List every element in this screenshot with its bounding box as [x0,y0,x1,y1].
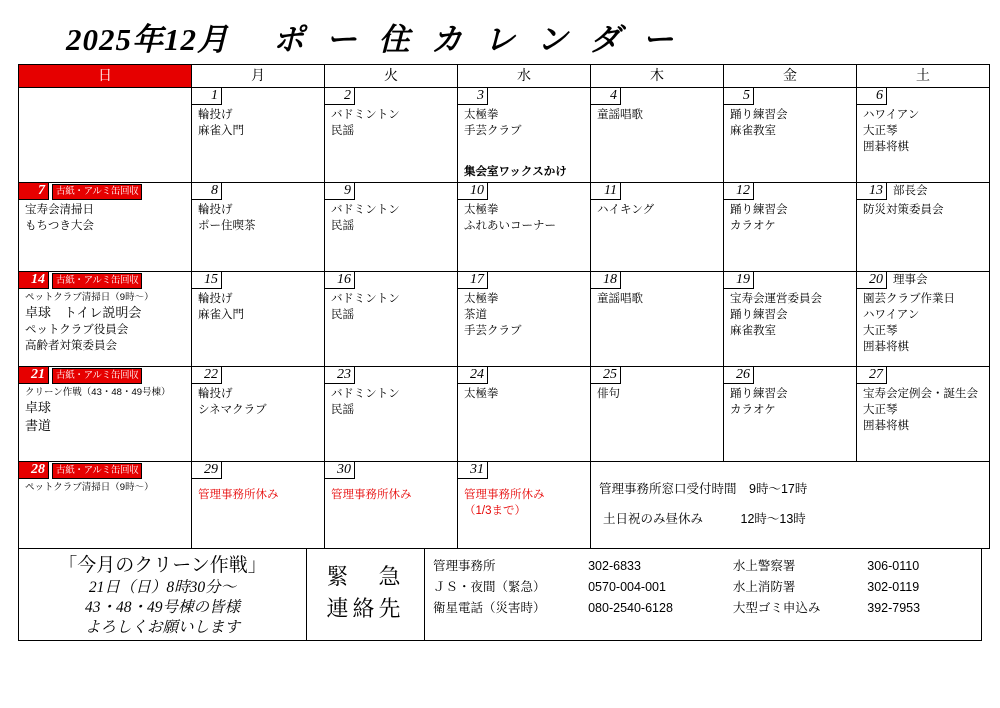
weekday-header-tue: 火 [325,65,458,88]
event-item: 宝寿会清掃日 [25,204,94,216]
day-events [857,289,989,355]
event-item: （1/3まで） [464,505,526,517]
event-item: 管理事務所休み [464,489,545,501]
day-header [192,183,324,200]
day-events [325,479,457,503]
day-number: 3 [458,88,488,105]
day-header [19,183,191,200]
contact-row [433,556,981,577]
day-header [325,367,457,384]
event-item: 手芸クラブ [464,325,522,337]
day-number: 29 [192,462,222,479]
day-number: 7 [19,183,49,200]
day-events [591,200,723,218]
office-hours-line2: 土日祝のみ昼休み 12時～13時 [603,512,806,526]
day-header [591,272,723,289]
day-number: 5 [724,88,754,105]
event-item: 民謡 [331,309,354,321]
day-header-note: 部長会 [893,185,928,197]
contact-name: ＪＳ・夜間（緊急） [433,580,546,594]
contact-number: 302-6833 [588,559,641,573]
contacts-table [433,556,981,619]
emergency-label-line2: 連絡先 [326,596,405,621]
day-number: 31 [458,462,488,479]
event-item: 茶道 [464,309,487,321]
event-item: シネマクラブ [198,404,267,416]
event-item: 大正琴 [863,404,898,416]
calendar-day-11 [591,183,724,272]
event-item: 太極拳 [464,388,499,400]
calendar-day-28 [19,462,192,549]
day-number: 30 [325,462,355,479]
contact-name: 衛星電話（災害時） [433,601,546,615]
calendar-week-row [19,88,990,183]
day-events [857,200,989,218]
event-item: 輪投げ [198,388,233,400]
calendar-day-21 [19,367,192,462]
day-header [724,88,856,105]
event-item: 宝寿会定例会・誕生会 [863,388,978,400]
event-item: 卓球 [25,400,52,415]
day-header [724,183,856,200]
day-events [591,289,723,307]
day-number: 8 [192,183,222,200]
calendar-day-19 [724,272,857,367]
contact-number: 0570-004-001 [588,580,666,594]
contact-row [433,577,981,598]
calendar-week-row [19,272,990,367]
calendar-day-4 [591,88,724,183]
calendar-day-18 [591,272,724,367]
day-number: 15 [192,272,222,289]
calendar-day-26 [724,367,857,462]
contact-number-secondary: 302-0119 [867,580,920,594]
event-item: 園芸クラブ作業日 [863,293,955,305]
event-item: 民謡 [331,404,354,416]
event-item: 麻雀教室 [730,125,776,137]
calendar-day-3 [458,88,591,183]
day-events [325,200,457,234]
weekday-header-thu: 木 [591,65,724,88]
event-item: 高齢者対策委員会 [25,340,117,352]
bottom-section [18,549,982,641]
weekday-header-fri: 金 [724,65,857,88]
weekday-header-sun: 日 [19,65,192,88]
day-header [857,367,989,384]
event-item: 書道 [25,418,52,433]
calendar-week-row [19,462,990,549]
weekday-header-mon: 月 [192,65,325,88]
event-item: 俳句 [597,388,620,400]
day-events [724,200,856,234]
weekday-header-sat: 土 [857,65,990,88]
event-item: 輪投げ [198,204,233,216]
calendar-day-13 [857,183,990,272]
office-hours-cell [591,462,990,549]
calendar-day-8 [192,183,325,272]
calendar-day-5 [724,88,857,183]
event-item: 管理事務所休み [198,489,279,501]
contacts-panel [425,549,981,640]
day-events [458,105,590,139]
day-number: 17 [458,272,488,289]
event-item: 踊り練習会 [730,204,788,216]
event-item: ハワイアン [863,109,920,121]
calendar-day-31 [458,462,591,549]
event-item: 童謡唱歌 [597,109,643,121]
day-number: 25 [591,367,621,384]
calendar-day-10 [458,183,591,272]
clean-campaign-panel [19,549,307,640]
day-events [19,289,191,354]
day-number: 20 [857,272,887,289]
day-events [192,384,324,418]
day-header [325,183,457,200]
event-item: カラオケ [730,404,776,416]
day-number: 4 [591,88,621,105]
day-header [19,367,191,384]
day-header [192,462,324,479]
day-events [857,384,989,434]
day-number: 14 [19,272,49,289]
day-events [325,384,457,418]
day-number: 19 [724,272,754,289]
calendar-day-24 [458,367,591,462]
calendar-day-14 [19,272,192,367]
calendar-day-23 [325,367,458,462]
day-number: 28 [19,462,49,479]
clean-campaign-line1: 21日（日）8時30分～ [88,579,237,596]
day-number: 21 [19,367,49,384]
contact-row [433,598,981,619]
day-header [857,183,989,200]
calendar-day-1 [192,88,325,183]
contact-number-secondary: 392-7953 [867,601,921,615]
day-header [192,272,324,289]
event-item: 民謡 [331,220,354,232]
calendar-day-20 [857,272,990,367]
emergency-contact-label [307,549,425,640]
day-header [591,88,723,105]
day-header [192,88,324,105]
day-number: 2 [325,88,355,105]
event-item: 囲碁将棋 [863,420,909,432]
day-number: 10 [458,183,488,200]
day-number: 16 [325,272,355,289]
event-item: 太極拳 [464,109,499,121]
calendar-day-9 [325,183,458,272]
office-hours-note [591,462,989,534]
day-number: 9 [325,183,355,200]
event-item: ふれあいコーナー [464,220,556,232]
event-item: 大正琴 [863,125,898,137]
event-item: バドミントン [331,204,400,216]
recycle-collection-badge: 古紙・アルミ缶回収 [52,184,142,200]
day-number: 6 [857,88,887,105]
day-header [591,183,723,200]
event-item: 麻雀教室 [730,325,776,337]
event-item: 囲碁将棋 [863,141,909,153]
event-item: ペットクラブ役員会 [25,324,129,336]
day-events [192,105,324,139]
day-header [458,183,590,200]
event-item: もちつき大会 [25,220,94,232]
day-number: 22 [192,367,222,384]
event-item: バドミントン [331,388,400,400]
calendar-day-25 [591,367,724,462]
calendar-day-empty [19,88,192,183]
day-header [458,367,590,384]
day-header [724,367,856,384]
calendar-day-6 [857,88,990,183]
day-events [325,105,457,139]
day-events [458,384,590,402]
event-item: ハワイアン [863,309,920,321]
event-item: バドミントン [331,109,400,121]
day-header [724,272,856,289]
page-title [18,14,982,60]
event-item: 麻雀入門 [198,125,244,137]
day-events [325,289,457,323]
event-item: 輪投げ [198,293,233,305]
contact-name: 管理事務所 [433,559,496,573]
recycle-collection-badge: 古紙・アルミ缶回収 [52,368,142,384]
day-header [458,272,590,289]
day-number: 12 [724,183,754,200]
event-item: 輪投げ [198,109,233,121]
day-events [458,479,590,519]
day-header [325,462,457,479]
day-events [192,289,324,323]
day-events [19,479,191,494]
event-item: ポー住喫茶 [198,220,256,232]
event-item: 童謡唱歌 [597,293,643,305]
calendar-week-row [19,367,990,462]
event-item: ペットクラブ清掃日（9時～） [25,482,154,493]
event-item: クリーン作戦（43・48・49号棟） [25,387,171,398]
event-item: 踊り練習会 [730,309,788,321]
calendar-day-30 [325,462,458,549]
day-header [19,462,191,479]
contact-name-secondary: 水上警察署 [732,559,796,573]
event-item: 踊り練習会 [730,109,788,121]
day-number: 27 [857,367,887,384]
day-events [724,384,856,418]
clean-campaign-line2: 43・48・49号棟の皆様 [84,599,240,616]
day-header [857,272,989,289]
calendar-day-16 [325,272,458,367]
event-item: 手芸クラブ [464,125,522,137]
calendar-week-row [19,183,990,272]
day-header [192,367,324,384]
day-number: 11 [591,183,621,200]
recycle-collection-badge: 古紙・アルミ缶回収 [52,273,142,289]
day-events [19,200,191,234]
day-events [458,200,590,234]
day-header [857,88,989,105]
event-item: 宝寿会運営委員会 [730,293,822,305]
day-events [724,105,856,139]
weekday-header-wed: 水 [458,65,591,88]
event-item: 囲碁将棋 [863,341,909,353]
calendar-day-2 [325,88,458,183]
day-number: 1 [192,88,222,105]
event-item: バドミントン [331,293,400,305]
clean-campaign-title: 「今月のクリーン作戦」 [58,555,267,576]
calendar-day-29 [192,462,325,549]
title-main: ポ ー 住 カ レ ン ダ ー [273,22,681,57]
emergency-label-line1: 緊 急 [326,564,405,589]
event-item: 民謡 [331,125,354,137]
clean-campaign-line3: よろしくお願いします [84,619,240,636]
title-month: 2025年12月 [66,22,229,57]
calendar-day-15 [192,272,325,367]
day-events [19,384,191,435]
event-item: カラオケ [730,220,776,232]
event-item: 麻雀入門 [198,309,244,321]
day-number: 24 [458,367,488,384]
contact-number: 080-2540-6128 [588,601,673,615]
day-events [857,105,989,155]
day-number: 23 [325,367,355,384]
event-item: 太極拳 [464,204,499,216]
calendar-day-22 [192,367,325,462]
calendar-table [18,64,990,549]
calendar-day-27 [857,367,990,462]
day-events [192,200,324,234]
recycle-collection-badge: 古紙・アルミ缶回収 [52,463,142,479]
event-item: 管理事務所休み [331,489,412,501]
day-events [724,289,856,339]
day-number: 18 [591,272,621,289]
calendar-day-12 [724,183,857,272]
contact-number-secondary: 306-0110 [867,559,920,573]
contact-name-secondary: 大型ゴミ申込み [732,601,821,615]
event-item: 防災対策委員会 [863,204,944,216]
day-events [591,384,723,402]
event-item: 卓球 トイレ説明会 [25,305,142,320]
day-header [325,272,457,289]
day-footnote: 集会室ワックスかけ [464,166,567,178]
day-events [192,479,324,503]
calendar-body [19,88,990,549]
day-header [458,88,590,105]
calendar-day-17 [458,272,591,367]
weekday-header-row [19,65,990,88]
day-header [19,272,191,289]
office-hours-line1: 管理事務所窓口受付時間 9時～17時 [599,482,808,496]
calendar-day-7 [19,183,192,272]
event-item: ペットクラブ清掃日（9時～） [25,292,154,303]
day-number: 13 [857,183,887,200]
day-header [458,462,590,479]
day-header-note: 理事会 [893,274,928,286]
event-item: 大正琴 [863,325,898,337]
day-events [458,289,590,339]
event-item: ハイキング [597,204,655,216]
day-header [591,367,723,384]
event-item: 踊り練習会 [730,388,788,400]
contact-name-secondary: 水上消防署 [732,580,796,594]
day-header [325,88,457,105]
event-item: 太極拳 [464,293,499,305]
day-number: 26 [724,367,754,384]
day-events [591,105,723,123]
